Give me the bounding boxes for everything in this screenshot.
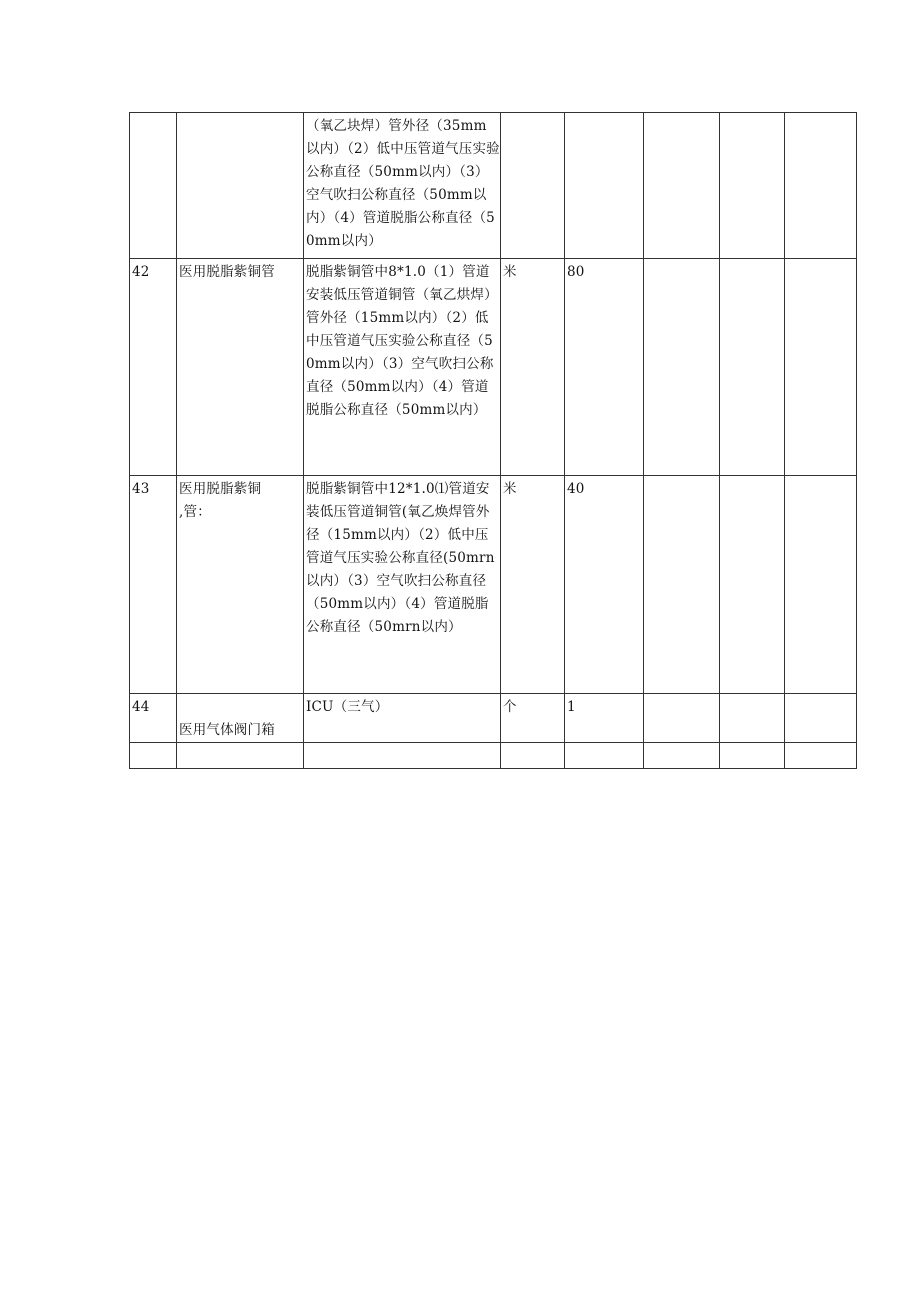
- item-number-cell: 43: [130, 476, 177, 694]
- blank-cell: [785, 694, 857, 743]
- item-description-cell: 脱脂紫铜管中8*1.0（1）管道安装低压管道铜管（氧乙烘焊）管外径（15mm以内）（2）低中压管道气压实验公称直径（50mm以内）（3）空气吹扫公称直径（50mm以内）（4）管道脱脂公称直径（50mm以内）: [304, 259, 501, 476]
- blank-cell: [720, 694, 785, 743]
- blank-cell: [644, 113, 720, 259]
- item-description-cell: ICU（三气）: [304, 694, 501, 743]
- blank-cell: [644, 743, 720, 769]
- item-name-cell: [177, 476, 304, 694]
- item-description-cell: 脱脂紫铜管中12*1.0⑴管道安装低压管道铜管(氧乙焕焊管外径（15mm以内）（2）低中压管道气压实验公称直径(50mrn以内）（3）空气吹扫公称直径（50mm以内）（4）管道脱脂公称直径（50mrn以内）: [304, 476, 501, 694]
- blank-cell: [720, 113, 785, 259]
- spacer: [179, 696, 303, 719]
- unit-cell: [501, 743, 565, 769]
- item-name-cell: [177, 694, 304, 743]
- quantity-cell: 40: [565, 476, 644, 694]
- blank-cell: [785, 476, 857, 694]
- table-row: [130, 743, 857, 769]
- table-row: [130, 259, 857, 476]
- quantity-cell: 1: [565, 694, 644, 743]
- blank-cell: [644, 694, 720, 743]
- table-row: [130, 113, 857, 259]
- blank-cell: [785, 743, 857, 769]
- item-name-text: 医用气体阀门箱: [179, 722, 275, 738]
- item-description-cell: [304, 743, 501, 769]
- bill-of-quantities-sheet: [129, 112, 856, 769]
- blank-cell: [644, 259, 720, 476]
- unit-cell: [501, 113, 565, 259]
- item-number-cell: [130, 743, 177, 769]
- unit-cell: 米: [501, 259, 565, 476]
- item-number-cell: 44: [130, 694, 177, 743]
- blank-cell: [720, 476, 785, 694]
- quantity-cell: 80: [565, 259, 644, 476]
- item-name-line-1: 医用脱脂紫铜: [179, 481, 262, 497]
- blank-cell: [720, 259, 785, 476]
- quantity-cell: [565, 743, 644, 769]
- unit-cell: 米: [501, 476, 565, 694]
- quantity-cell: [565, 113, 644, 259]
- table-row: [130, 694, 857, 743]
- items-table: [129, 112, 857, 769]
- item-name-cell: [177, 743, 304, 769]
- item-name-line-2: ,管：: [179, 504, 211, 520]
- blank-cell: [785, 113, 857, 259]
- blank-cell: [720, 743, 785, 769]
- blank-cell: [785, 259, 857, 476]
- item-number-cell: 42: [130, 259, 177, 476]
- table-row: [130, 476, 857, 694]
- item-number-cell: [130, 113, 177, 259]
- item-name-cell: [177, 113, 304, 259]
- item-name-cell: 医用脱脂紫铜管: [177, 259, 304, 476]
- blank-cell: [644, 476, 720, 694]
- unit-cell: 个: [501, 694, 565, 743]
- item-description-cell: （氧乙块焊）管外径（35mm以内）（2）低中压管道气压实验公称直径（50mm以内）（3）空气吹扫公称直径（50mm以内）（4）管道脱脂公称直径（50mm以内）: [304, 113, 501, 259]
